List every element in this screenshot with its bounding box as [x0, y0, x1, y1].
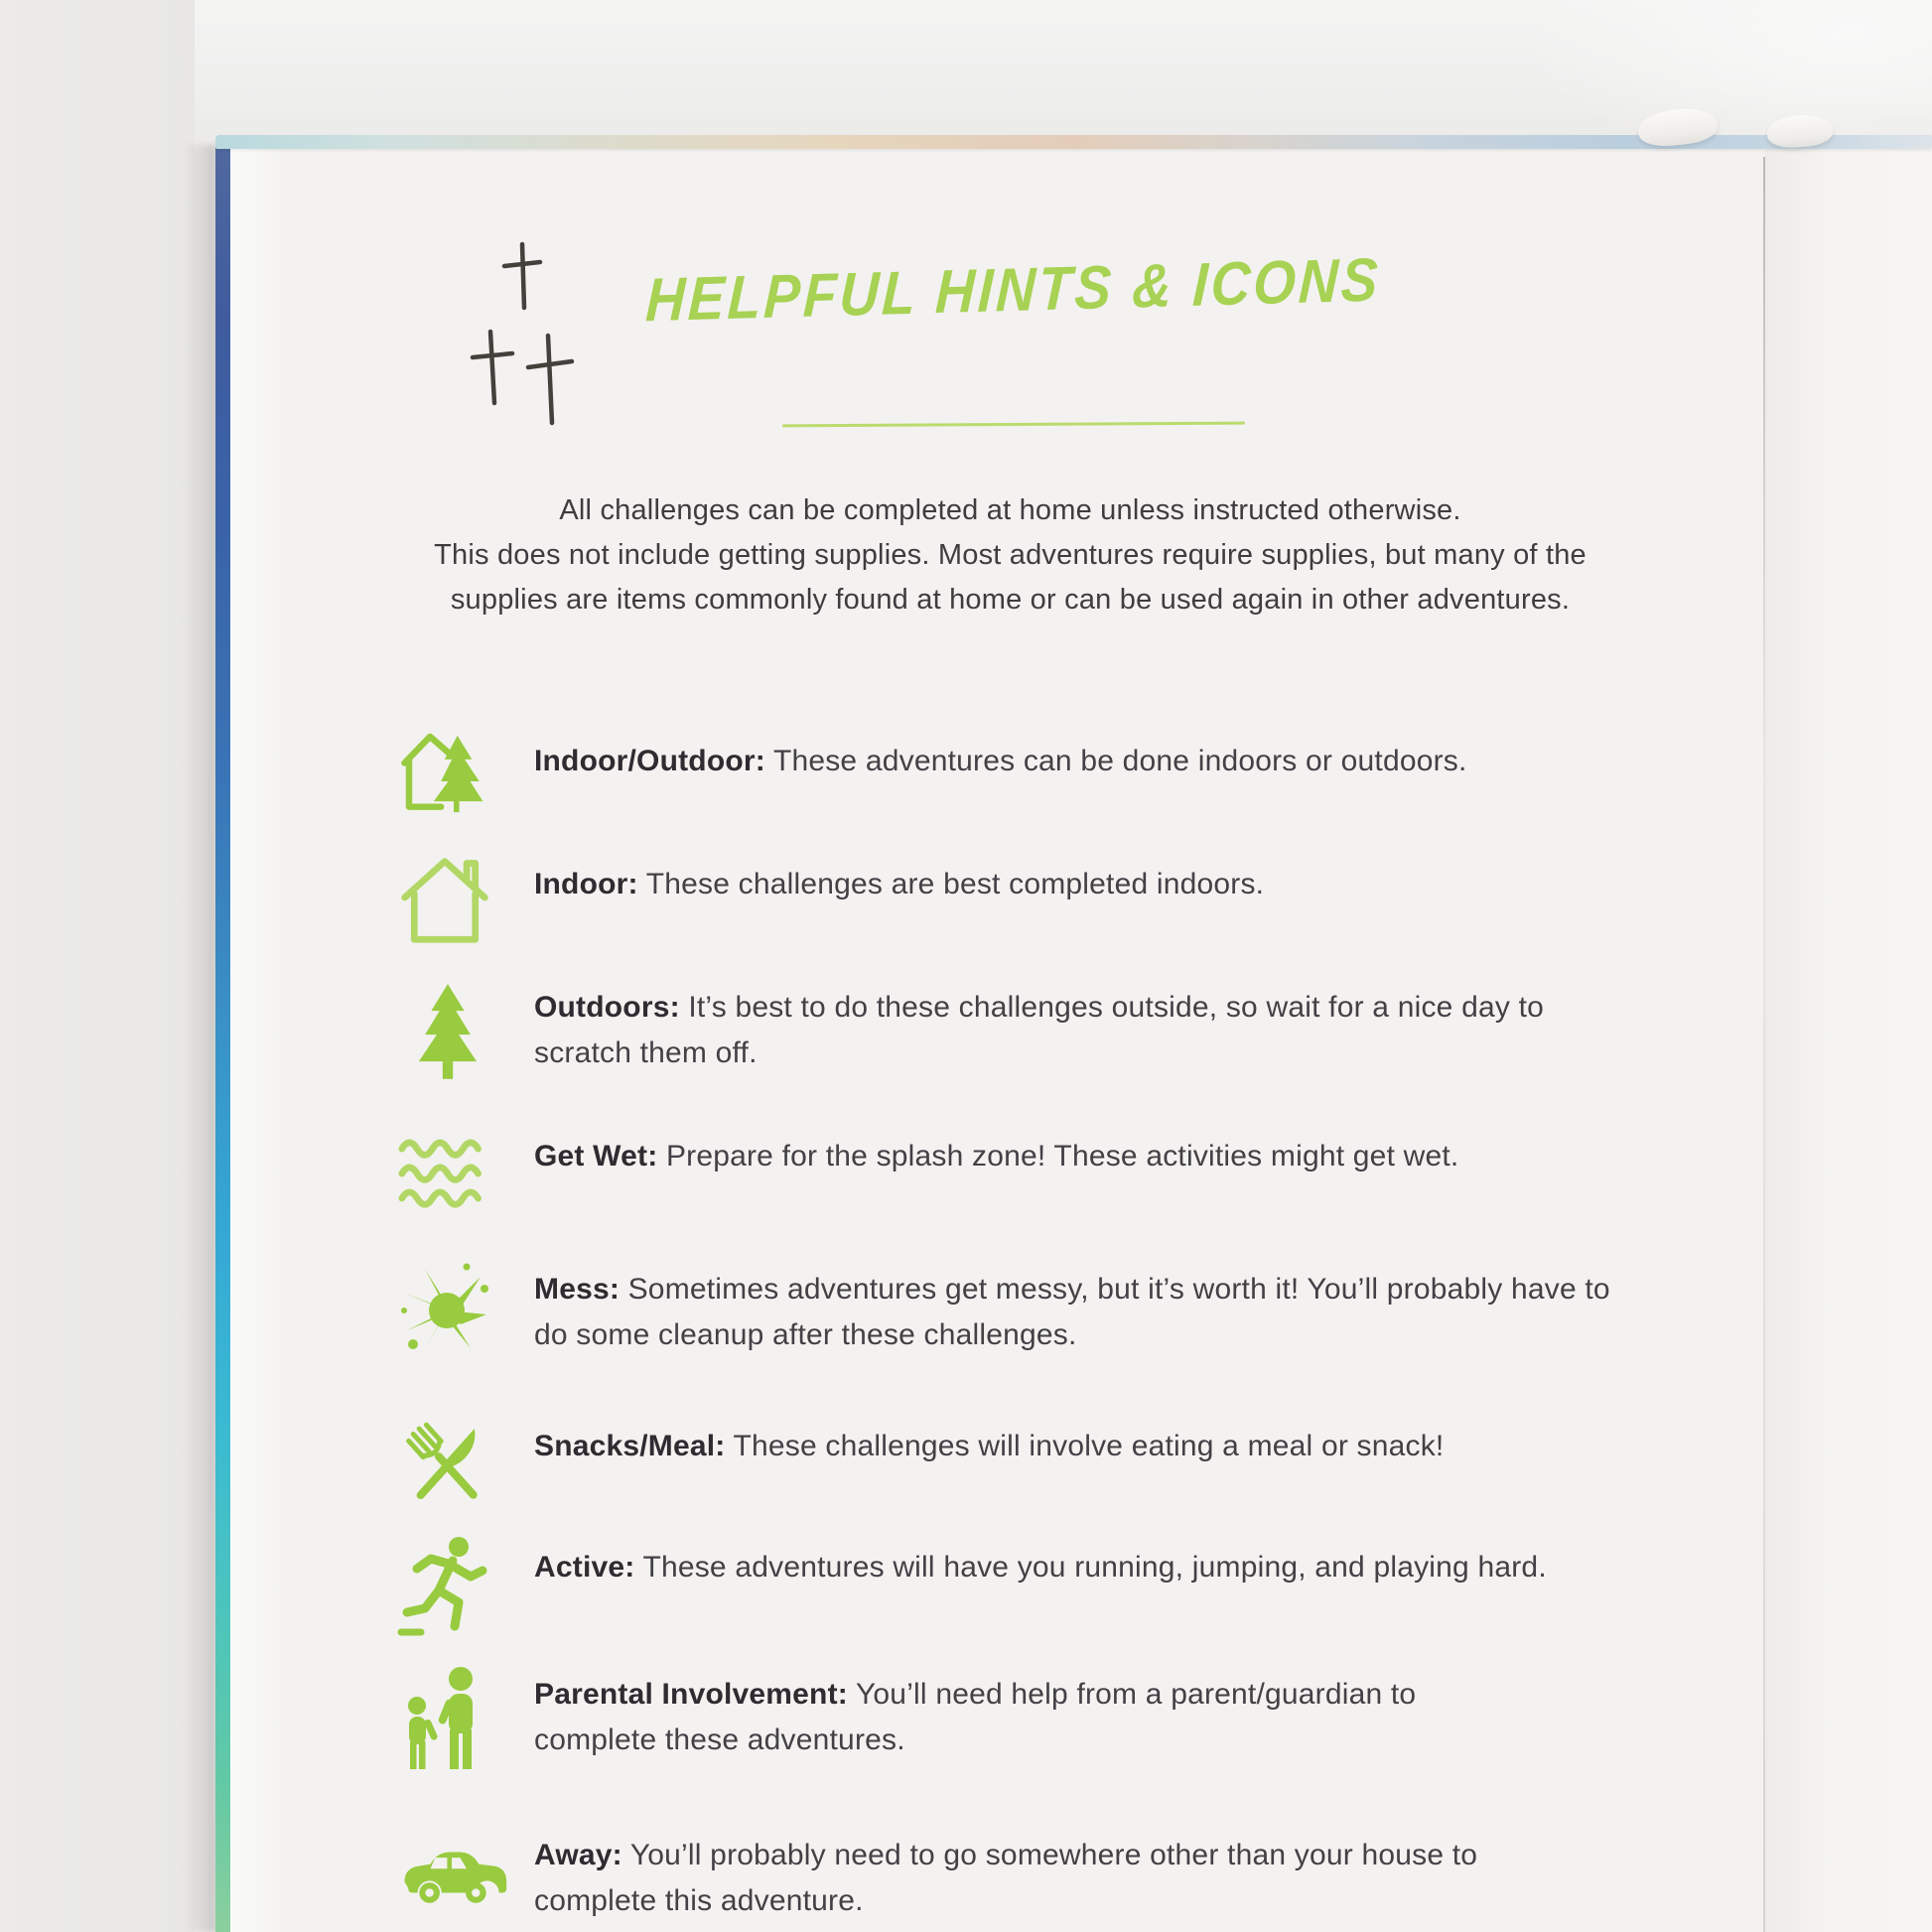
list-item	[397, 1418, 1676, 1517]
book-cover-edge	[215, 139, 230, 1932]
photo-background-left	[0, 0, 195, 1932]
item-label: Outdoors:	[534, 991, 680, 1024]
list-item	[397, 856, 1676, 947]
outdoors-icon	[397, 979, 534, 1084]
mess-icon	[397, 1261, 534, 1358]
item-label: Away:	[534, 1839, 622, 1871]
item-label: Indoor/Outdoor:	[534, 745, 765, 777]
item-label: Get Wet:	[534, 1140, 658, 1173]
item-text: These adventures can be done indoors or outdoors.	[772, 745, 1467, 777]
item-text: Prepare for the splash zone! These activities might get wet.	[665, 1140, 1459, 1173]
item-label: Snacks/Meal:	[534, 1430, 726, 1462]
intro-line: All challenges can be completed at home unless instructed otherwise.	[559, 494, 1461, 526]
sparkle-marks-icon	[465, 236, 596, 431]
active-icon	[397, 1539, 534, 1642]
list-item	[397, 1827, 1577, 1924]
away-icon	[397, 1827, 534, 1912]
get-wet-icon	[397, 1128, 534, 1217]
list-item	[397, 1539, 1725, 1642]
item-text: It’s best to do these challenges outside, so wait for a nice day to scratch them off.	[534, 991, 1545, 1069]
intro-line: This does not include getting supplies. Most adventures require supplies, but many of the	[434, 539, 1587, 571]
item-text: These challenges are best completed indoors.	[645, 868, 1265, 900]
indoor-icon	[397, 856, 534, 947]
list-item	[397, 1261, 1616, 1358]
snacks-meal-icon	[397, 1418, 534, 1517]
item-text: You’ll need help from a parent/guardian to complete these adventures.	[534, 1678, 1417, 1756]
list-item	[397, 1666, 1537, 1777]
item-text: These challenges will involve eating a meal or snack!	[733, 1430, 1445, 1462]
item-label: Mess:	[534, 1273, 621, 1306]
list-item	[397, 1128, 1676, 1217]
item-text: You’ll probably need to go somewhere other than your house to complete this adventure.	[534, 1839, 1478, 1917]
intro-paragraph	[417, 488, 1603, 622]
list-item	[397, 979, 1646, 1084]
item-label: Active:	[534, 1551, 635, 1584]
page-fold-line	[1763, 157, 1765, 1932]
book-right-page-edge	[1765, 147, 1932, 1932]
item-label: Parental Involvement:	[534, 1678, 848, 1711]
list-item	[397, 733, 1676, 814]
parental-involvement-icon	[397, 1666, 534, 1777]
item-label: Indoor:	[534, 868, 638, 900]
book-shadow	[183, 145, 216, 1932]
page-sheen	[230, 147, 290, 1932]
page-title: HELPFUL HINTS & ICONS	[644, 244, 1383, 335]
intro-line: supplies are items commonly found at home or can be used again in other adventures.	[450, 584, 1571, 616]
indoor-outdoor-icon	[397, 733, 534, 814]
item-text: Sometimes adventures get messy, but it’s worth it! You’ll probably have to do some cleanup after these challenges.	[534, 1273, 1610, 1351]
item-text: These adventures will have you running, jumping, and playing hard.	[642, 1551, 1547, 1584]
